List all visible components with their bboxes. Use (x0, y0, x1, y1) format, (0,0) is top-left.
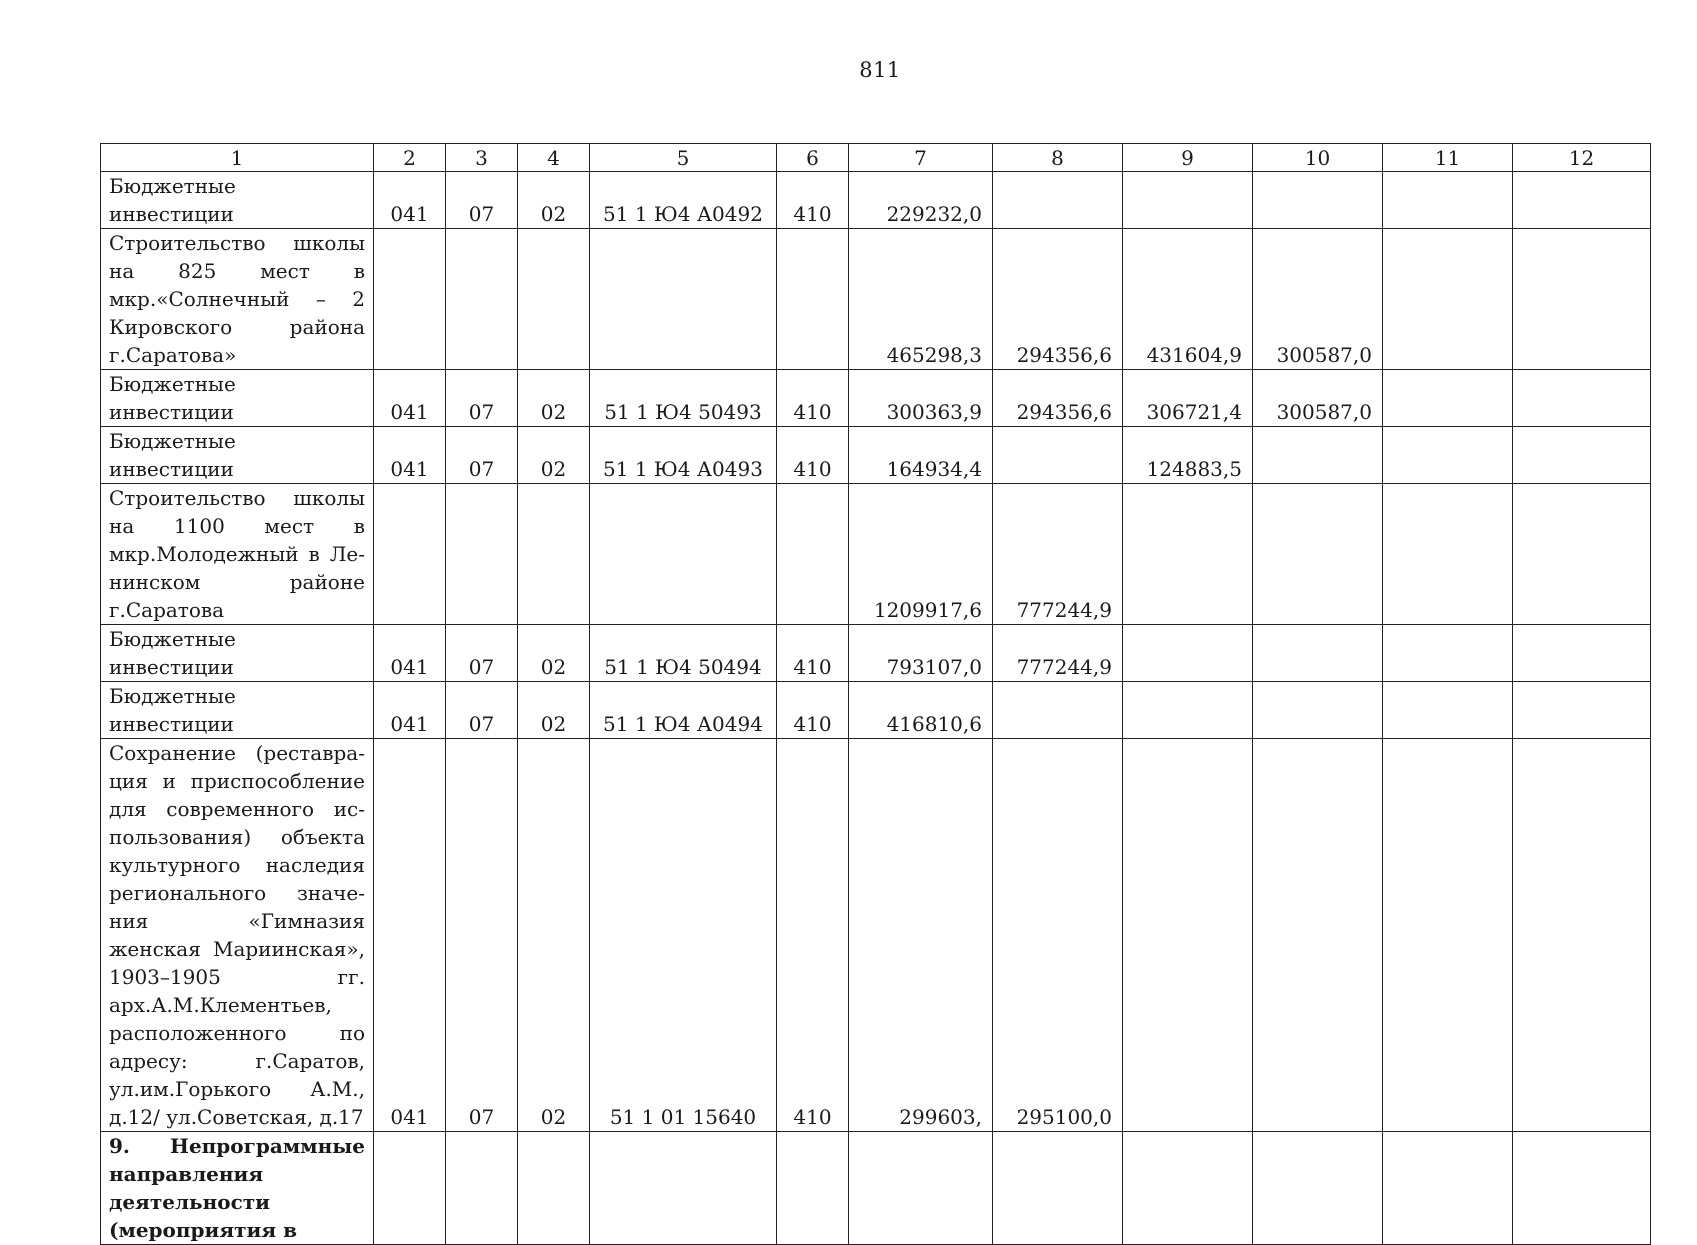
table-row (101, 484, 1651, 625)
column-header: 2 (374, 144, 446, 172)
table-row (101, 739, 1651, 1132)
table-cell: 07 (446, 370, 518, 427)
table-cell (1123, 172, 1253, 229)
table-cell: 51 1 Ю4 50493 (590, 370, 777, 427)
table-cell (590, 1132, 777, 1245)
table-cell: 041 (374, 682, 446, 739)
table-cell: 777244,9 (993, 484, 1123, 625)
table-cell (1123, 1132, 1253, 1245)
table-cell: 51 1 Ю4 50494 (590, 625, 777, 682)
table-cell (1513, 682, 1651, 739)
row-description: Бюджетные инвестиции (101, 172, 374, 229)
table-cell: 300587,0 (1253, 370, 1383, 427)
table-cell: 51 1 Ю4 А0493 (590, 427, 777, 484)
table-cell: 777244,9 (993, 625, 1123, 682)
table-cell (1253, 682, 1383, 739)
table-cell (993, 172, 1123, 229)
table-row (101, 1132, 1651, 1245)
budget-table (100, 143, 1651, 1245)
table-cell: 124883,5 (1123, 427, 1253, 484)
table-cell: 410 (777, 370, 849, 427)
table-cell (518, 229, 590, 370)
table-cell (374, 229, 446, 370)
table-cell: 041 (374, 625, 446, 682)
table-cell: 07 (446, 625, 518, 682)
table-cell: 431604,9 (1123, 229, 1253, 370)
table-cell (1253, 739, 1383, 1132)
table-cell (1123, 682, 1253, 739)
table-cell (1383, 370, 1513, 427)
table-cell: 02 (518, 625, 590, 682)
table-cell (1253, 625, 1383, 682)
table-cell (993, 1132, 1123, 1245)
table-cell (777, 1132, 849, 1245)
column-header: 9 (1123, 144, 1253, 172)
table-cell: 300363,9 (849, 370, 993, 427)
table-cell (1513, 172, 1651, 229)
table-cell: 51 1 Ю4 А0492 (590, 172, 777, 229)
table-cell (1253, 427, 1383, 484)
table-cell (1513, 229, 1651, 370)
table-cell (1383, 484, 1513, 625)
table-cell: 295100,0 (993, 739, 1123, 1132)
table-cell: 410 (777, 682, 849, 739)
table-cell (374, 484, 446, 625)
table-cell (374, 1132, 446, 1245)
table-cell (446, 484, 518, 625)
page-number: 811 (859, 58, 901, 82)
column-header: 12 (1513, 144, 1651, 172)
column-header: 10 (1253, 144, 1383, 172)
table-cell (1513, 427, 1651, 484)
table-cell (1253, 172, 1383, 229)
table-cell (1383, 1132, 1513, 1245)
table-cell: 410 (777, 625, 849, 682)
table-cell: 51 1 Ю4 А0494 (590, 682, 777, 739)
table-cell (1253, 484, 1383, 625)
table-body (101, 172, 1651, 1245)
table-row (101, 229, 1651, 370)
table-cell (1383, 229, 1513, 370)
table-cell: 07 (446, 682, 518, 739)
column-header: 8 (993, 144, 1123, 172)
table-cell (777, 229, 849, 370)
table-cell: 041 (374, 172, 446, 229)
row-description: Бюджетные инвестиции (101, 625, 374, 682)
table-cell (590, 229, 777, 370)
column-header: 5 (590, 144, 777, 172)
row-description: Бюджетные инвестиции (101, 682, 374, 739)
table-cell (446, 1132, 518, 1245)
table-cell (993, 427, 1123, 484)
table-cell: 51 1 01 15640 (590, 739, 777, 1132)
table-cell: 041 (374, 370, 446, 427)
table-cell: 07 (446, 172, 518, 229)
table-cell: 410 (777, 427, 849, 484)
table-row (101, 370, 1651, 427)
table-row (101, 172, 1651, 229)
table-cell: 07 (446, 739, 518, 1132)
table-cell: 793107,0 (849, 625, 993, 682)
table-cell (1123, 484, 1253, 625)
table-cell: 02 (518, 739, 590, 1132)
table-cell: 306721,4 (1123, 370, 1253, 427)
table-row (101, 625, 1651, 682)
table-cell (1253, 1132, 1383, 1245)
row-description: Бюджетные инвестиции (101, 427, 374, 484)
table-cell: 02 (518, 370, 590, 427)
column-header: 6 (777, 144, 849, 172)
table-cell (1383, 739, 1513, 1132)
table-cell: 02 (518, 172, 590, 229)
table-cell (518, 484, 590, 625)
row-description: 9. Непрограммные направления деятельности (мероприятия в (101, 1132, 374, 1245)
table-cell (1383, 682, 1513, 739)
table-cell (1513, 370, 1651, 427)
table-cell (1513, 739, 1651, 1132)
table-cell (1123, 625, 1253, 682)
table-cell: 294356,6 (993, 229, 1123, 370)
table-header-row (101, 144, 1651, 172)
table-cell: 229232,0 (849, 172, 993, 229)
column-header: 4 (518, 144, 590, 172)
table-cell: 294356,6 (993, 370, 1123, 427)
table-cell: 410 (777, 172, 849, 229)
table-cell: 07 (446, 427, 518, 484)
table-cell (1383, 625, 1513, 682)
row-description: Строительство школы на 825 мест в мкр.«Солнечный – 2 Кировского района г.Саратова» (101, 229, 374, 370)
table-cell: 410 (777, 739, 849, 1132)
row-description: Сохранение (реставрация и приспособление для современного использования) объекта культурного наследия регионального значения «Гимназия женская Мариинская», 1903–1905 гг. арх.А.М.Клементьев, расположенного по адресу: г.Саратов, ул.им.Горького А.М., д.12/ ул.Советская, д.17 (101, 739, 374, 1132)
table-cell (518, 1132, 590, 1245)
table-cell: 300587,0 (1253, 229, 1383, 370)
table-row (101, 427, 1651, 484)
table-cell (849, 1132, 993, 1245)
column-header: 1 (101, 144, 374, 172)
table-cell (1383, 172, 1513, 229)
table-cell (1383, 427, 1513, 484)
table-cell (446, 229, 518, 370)
row-description: Строительство школы на 1100 мест в мкр.Молодежный в Ленинском районе г.Саратова (101, 484, 374, 625)
row-description: Бюджетные инвестиции (101, 370, 374, 427)
column-header: 11 (1383, 144, 1513, 172)
table-cell: 041 (374, 427, 446, 484)
column-header: 7 (849, 144, 993, 172)
table-cell: 1209917,6 (849, 484, 993, 625)
column-header: 3 (446, 144, 518, 172)
table-cell (993, 682, 1123, 739)
table-cell: 041 (374, 739, 446, 1132)
table-cell (1123, 739, 1253, 1132)
table-cell (590, 484, 777, 625)
table-cell: 164934,4 (849, 427, 993, 484)
table-cell: 02 (518, 427, 590, 484)
table-cell (777, 484, 849, 625)
table-cell (1513, 484, 1651, 625)
table-cell (1513, 625, 1651, 682)
table-cell: 02 (518, 682, 590, 739)
table-cell: 416810,6 (849, 682, 993, 739)
table-row (101, 682, 1651, 739)
table-cell: 299603, (849, 739, 993, 1132)
table-cell (1513, 1132, 1651, 1245)
table-cell: 465298,3 (849, 229, 993, 370)
